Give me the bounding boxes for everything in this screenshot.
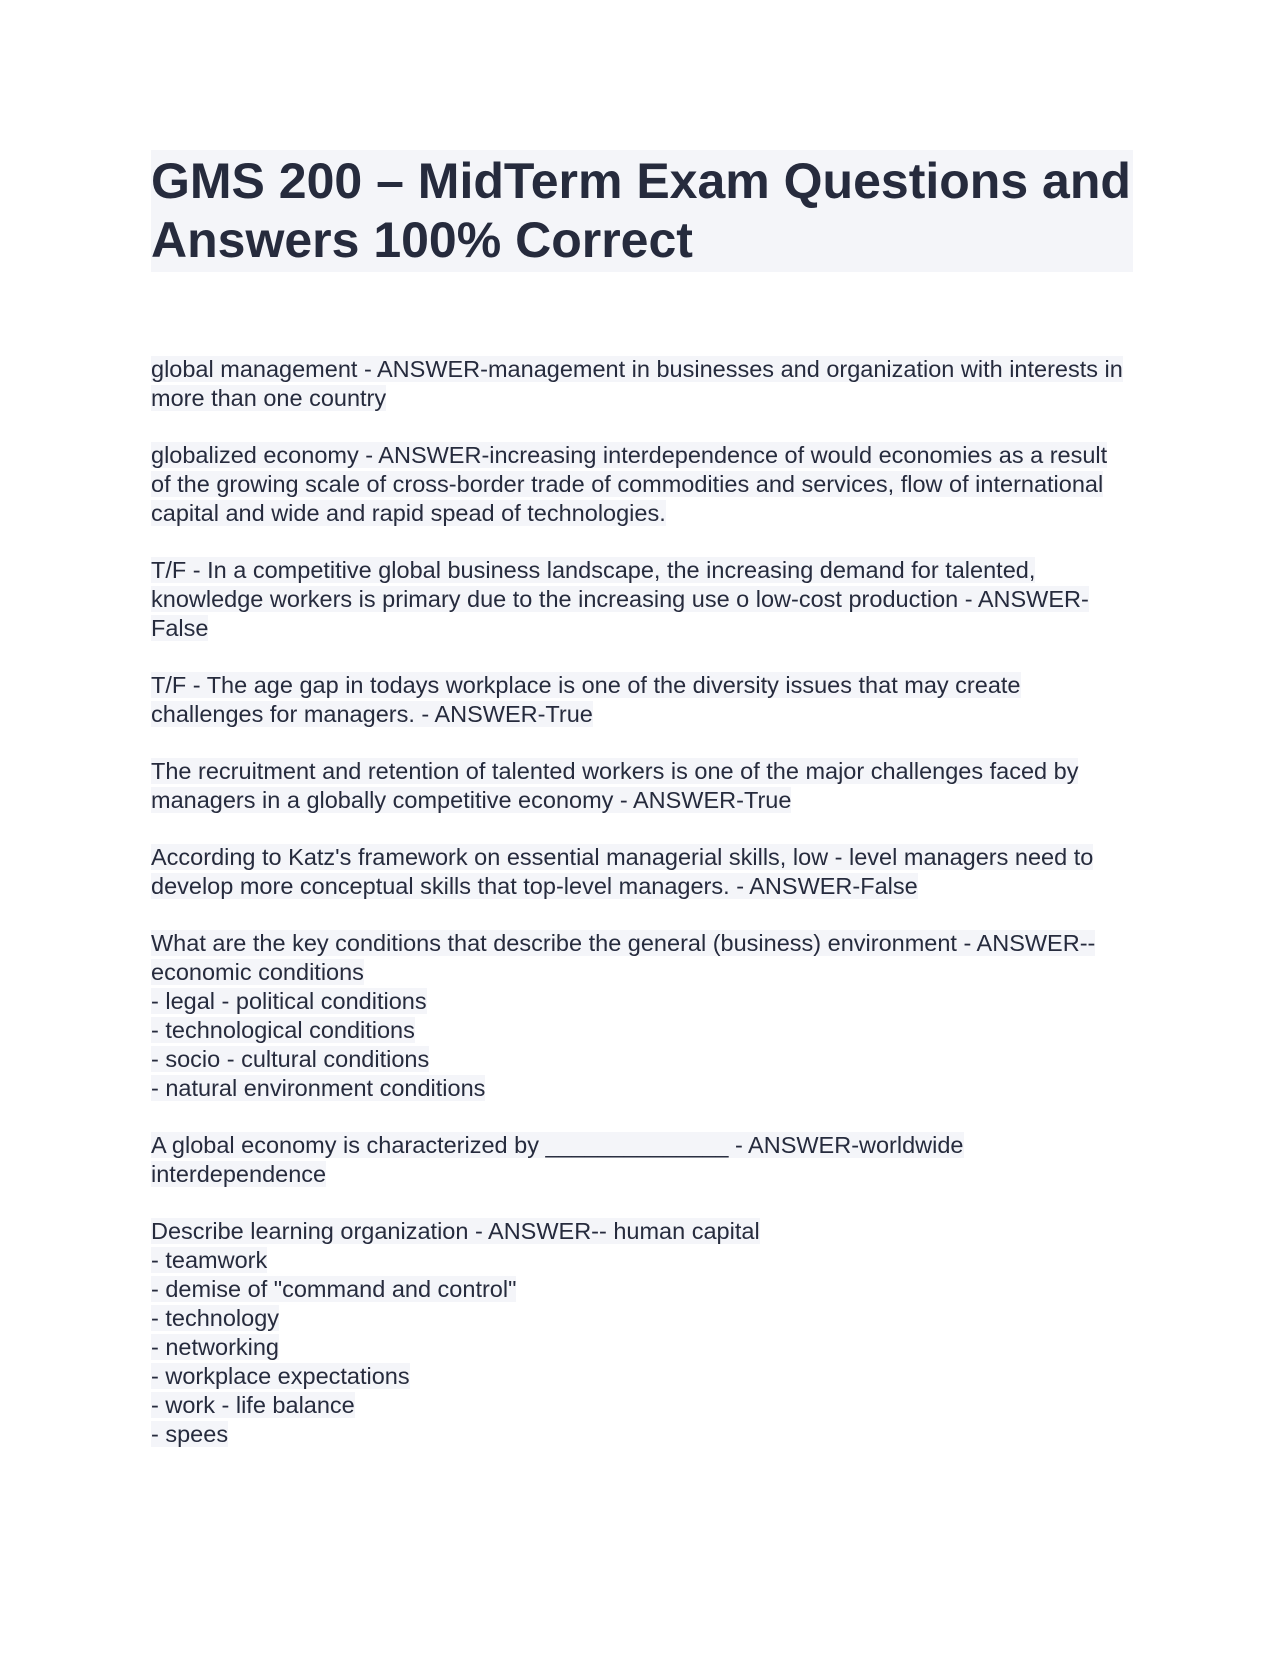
qa-item bbox=[151, 757, 1133, 815]
qa-item bbox=[151, 671, 1133, 729]
qa-list-line: - technology bbox=[151, 1305, 280, 1331]
qa-list-line: - natural environment conditions bbox=[151, 1075, 486, 1101]
qa-item bbox=[151, 843, 1133, 901]
qa-text: globalized economy - ANSWER-increasing interdependence of would economies as a result of the growing scale of cross-border trade of commodities and services, flow of international capital and wide and rapid spead of technologies. bbox=[151, 442, 1108, 526]
qa-text: A global economy is characterized by ______________ - ANSWER-worldwide interdependence bbox=[151, 1132, 964, 1187]
qa-item bbox=[151, 1131, 1133, 1189]
qa-list-line: - socio - cultural conditions bbox=[151, 1046, 430, 1072]
qa-list bbox=[151, 355, 1133, 1449]
document-title: GMS 200 – MidTerm Exam Questions and Answers 100% Correct bbox=[151, 150, 1133, 272]
qa-text: Describe learning organization - ANSWER-- human capital bbox=[151, 1218, 760, 1244]
qa-item bbox=[151, 929, 1133, 1103]
qa-text: T/F - The age gap in todays workplace is one of the diversity issues that may create challenges for managers. - ANSWER-True bbox=[151, 672, 1021, 727]
qa-item bbox=[151, 441, 1133, 528]
qa-item bbox=[151, 1217, 1133, 1449]
qa-item bbox=[151, 355, 1133, 413]
qa-text: T/F - In a competitive global business landscape, the increasing demand for talented, knowledge workers is primary due to the increasing use o low-cost production - ANSWER-False bbox=[151, 557, 1089, 641]
document-page bbox=[151, 150, 1133, 1477]
qa-text: The recruitment and retention of talented workers is one of the major challenges faced by managers in a globally competitive economy - ANSWER-True bbox=[151, 758, 1079, 813]
qa-list-line: - demise of "command and control" bbox=[151, 1276, 517, 1302]
qa-text: According to Katz's framework on essential managerial skills, low - level managers need to develop more conceptual skills that top-level managers. - ANSWER-False bbox=[151, 844, 1094, 899]
qa-item bbox=[151, 556, 1133, 643]
qa-list-line: - teamwork bbox=[151, 1247, 268, 1273]
qa-list-line: - spees bbox=[151, 1421, 229, 1447]
qa-text: What are the key conditions that describe the general (business) environment - ANSWER-- economic conditions bbox=[151, 930, 1096, 985]
qa-list-line: - legal - political conditions bbox=[151, 988, 427, 1014]
qa-list-line: - work - life balance bbox=[151, 1392, 355, 1418]
qa-list-line: - technological conditions bbox=[151, 1017, 415, 1043]
qa-list-line: - networking bbox=[151, 1334, 279, 1360]
qa-list-line: - workplace expectations bbox=[151, 1363, 410, 1389]
qa-text: global management - ANSWER-management in businesses and organization with interests in more than one country bbox=[151, 356, 1123, 411]
